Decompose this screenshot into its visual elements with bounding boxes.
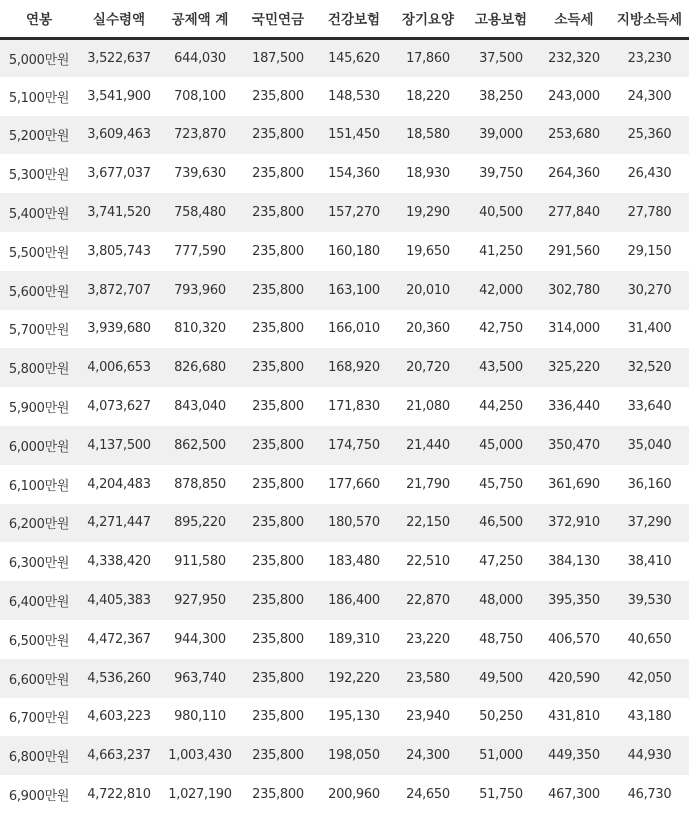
table-row: [0, 387, 689, 426]
cell-employment-insurance: 37,500: [464, 38, 538, 77]
table-row: [0, 426, 689, 465]
cell-income-tax: 232,320: [538, 38, 610, 77]
cell-employment-insurance: 51,000: [464, 736, 538, 775]
cell-net-pay: 3,872,707: [78, 271, 160, 310]
cell-employment-insurance: 46,500: [464, 504, 538, 543]
cell-income-tax: 325,220: [538, 348, 610, 387]
cell-income-tax: 291,560: [538, 232, 610, 271]
cell-health-insurance: 163,100: [316, 271, 392, 310]
cell-annual-salary: 5,700만원: [0, 310, 78, 349]
cell-total-deduction: 963,740: [160, 659, 240, 698]
cell-total-deduction: 708,100: [160, 77, 240, 116]
cell-local-income-tax: 32,520: [610, 348, 689, 387]
cell-national-pension: 235,800: [240, 154, 316, 193]
cell-local-income-tax: 25,360: [610, 116, 689, 155]
cell-total-deduction: 758,480: [160, 193, 240, 232]
cell-long-term-care: 23,220: [392, 620, 464, 659]
table-row: [0, 620, 689, 659]
cell-total-deduction: 944,300: [160, 620, 240, 659]
cell-total-deduction: 895,220: [160, 504, 240, 543]
cell-long-term-care: 23,580: [392, 659, 464, 698]
cell-net-pay: 4,073,627: [78, 387, 160, 426]
cell-local-income-tax: 30,270: [610, 271, 689, 310]
cell-health-insurance: 192,220: [316, 659, 392, 698]
cell-national-pension: 235,800: [240, 542, 316, 581]
cell-total-deduction: 1,027,190: [160, 775, 240, 814]
cell-net-pay: 3,609,463: [78, 116, 160, 155]
cell-national-pension: 235,800: [240, 116, 316, 155]
cell-long-term-care: 21,440: [392, 426, 464, 465]
cell-net-pay: 4,271,447: [78, 504, 160, 543]
cell-long-term-care: 18,580: [392, 116, 464, 155]
cell-long-term-care: 22,510: [392, 542, 464, 581]
cell-national-pension: 235,800: [240, 581, 316, 620]
cell-income-tax: 336,440: [538, 387, 610, 426]
cell-national-pension: 235,800: [240, 310, 316, 349]
header-total-deduction: 공제액 계: [160, 0, 240, 38]
table-row: [0, 465, 689, 504]
cell-local-income-tax: 44,930: [610, 736, 689, 775]
header-national-pension: 국민연금: [240, 0, 316, 38]
header-annual-salary: 연봉: [0, 0, 78, 38]
cell-total-deduction: 810,320: [160, 310, 240, 349]
table-header: [0, 0, 689, 38]
table-row: [0, 77, 689, 116]
table-row: [0, 581, 689, 620]
cell-annual-salary: 6,400만원: [0, 581, 78, 620]
cell-national-pension: 235,800: [240, 426, 316, 465]
cell-long-term-care: 21,080: [392, 387, 464, 426]
cell-income-tax: 449,350: [538, 736, 610, 775]
cell-local-income-tax: 29,150: [610, 232, 689, 271]
cell-total-deduction: 777,590: [160, 232, 240, 271]
cell-annual-salary: 6,000만원: [0, 426, 78, 465]
cell-total-deduction: 723,870: [160, 116, 240, 155]
cell-health-insurance: 189,310: [316, 620, 392, 659]
cell-annual-salary: 5,800만원: [0, 348, 78, 387]
cell-local-income-tax: 42,050: [610, 659, 689, 698]
cell-local-income-tax: 38,410: [610, 542, 689, 581]
header-local-income-tax: 지방소득세: [610, 0, 689, 38]
cell-total-deduction: 911,580: [160, 542, 240, 581]
cell-long-term-care: 24,650: [392, 775, 464, 814]
table-row: [0, 310, 689, 349]
cell-national-pension: 235,800: [240, 271, 316, 310]
cell-employment-insurance: 44,250: [464, 387, 538, 426]
cell-local-income-tax: 39,530: [610, 581, 689, 620]
cell-annual-salary: 6,700만원: [0, 698, 78, 737]
cell-national-pension: 235,800: [240, 698, 316, 737]
cell-employment-insurance: 38,250: [464, 77, 538, 116]
cell-net-pay: 4,663,237: [78, 736, 160, 775]
cell-health-insurance: 151,450: [316, 116, 392, 155]
cell-net-pay: 3,741,520: [78, 193, 160, 232]
cell-annual-salary: 5,400만원: [0, 193, 78, 232]
cell-local-income-tax: 35,040: [610, 426, 689, 465]
cell-annual-salary: 5,100만원: [0, 77, 78, 116]
table-row: [0, 154, 689, 193]
cell-employment-insurance: 49,500: [464, 659, 538, 698]
cell-employment-insurance: 47,250: [464, 542, 538, 581]
cell-income-tax: 302,780: [538, 271, 610, 310]
cell-annual-salary: 6,500만원: [0, 620, 78, 659]
cell-net-pay: 4,536,260: [78, 659, 160, 698]
cell-national-pension: 235,800: [240, 659, 316, 698]
cell-local-income-tax: 36,160: [610, 465, 689, 504]
cell-long-term-care: 20,360: [392, 310, 464, 349]
cell-annual-salary: 5,200만원: [0, 116, 78, 155]
cell-income-tax: 406,570: [538, 620, 610, 659]
cell-health-insurance: 166,010: [316, 310, 392, 349]
cell-total-deduction: 793,960: [160, 271, 240, 310]
cell-national-pension: 235,800: [240, 504, 316, 543]
cell-annual-salary: 5,500만원: [0, 232, 78, 271]
cell-national-pension: 235,800: [240, 387, 316, 426]
cell-employment-insurance: 42,750: [464, 310, 538, 349]
cell-total-deduction: 644,030: [160, 38, 240, 77]
cell-health-insurance: 180,570: [316, 504, 392, 543]
cell-local-income-tax: 27,780: [610, 193, 689, 232]
cell-health-insurance: 174,750: [316, 426, 392, 465]
cell-long-term-care: 20,010: [392, 271, 464, 310]
cell-annual-salary: 6,200만원: [0, 504, 78, 543]
cell-income-tax: 395,350: [538, 581, 610, 620]
cell-health-insurance: 177,660: [316, 465, 392, 504]
cell-long-term-care: 18,220: [392, 77, 464, 116]
cell-net-pay: 4,472,367: [78, 620, 160, 659]
header-net-pay: 실수령액: [78, 0, 160, 38]
cell-health-insurance: 157,270: [316, 193, 392, 232]
cell-annual-salary: 6,300만원: [0, 542, 78, 581]
cell-total-deduction: 927,950: [160, 581, 240, 620]
cell-employment-insurance: 45,750: [464, 465, 538, 504]
cell-employment-insurance: 48,000: [464, 581, 538, 620]
cell-income-tax: 264,360: [538, 154, 610, 193]
cell-local-income-tax: 43,180: [610, 698, 689, 737]
cell-national-pension: 235,800: [240, 736, 316, 775]
cell-employment-insurance: 50,250: [464, 698, 538, 737]
cell-health-insurance: 148,530: [316, 77, 392, 116]
header-employment-insurance: 고용보험: [464, 0, 538, 38]
cell-net-pay: 4,006,653: [78, 348, 160, 387]
cell-long-term-care: 21,790: [392, 465, 464, 504]
cell-long-term-care: 24,300: [392, 736, 464, 775]
cell-net-pay: 4,338,420: [78, 542, 160, 581]
table-row: [0, 38, 689, 77]
cell-local-income-tax: 23,230: [610, 38, 689, 77]
cell-health-insurance: 195,130: [316, 698, 392, 737]
cell-long-term-care: 23,940: [392, 698, 464, 737]
cell-total-deduction: 843,040: [160, 387, 240, 426]
cell-total-deduction: 826,680: [160, 348, 240, 387]
cell-annual-salary: 5,000만원: [0, 38, 78, 77]
cell-net-pay: 4,137,500: [78, 426, 160, 465]
table-row: [0, 736, 689, 775]
cell-health-insurance: 183,480: [316, 542, 392, 581]
cell-national-pension: 235,800: [240, 465, 316, 504]
table-row: [0, 348, 689, 387]
cell-annual-salary: 5,600만원: [0, 271, 78, 310]
cell-total-deduction: 878,850: [160, 465, 240, 504]
cell-long-term-care: 19,290: [392, 193, 464, 232]
cell-income-tax: 243,000: [538, 77, 610, 116]
table-row: [0, 698, 689, 737]
cell-health-insurance: 171,830: [316, 387, 392, 426]
cell-health-insurance: 145,620: [316, 38, 392, 77]
cell-income-tax: 314,000: [538, 310, 610, 349]
cell-local-income-tax: 33,640: [610, 387, 689, 426]
cell-national-pension: 235,800: [240, 232, 316, 271]
cell-long-term-care: 19,650: [392, 232, 464, 271]
cell-health-insurance: 154,360: [316, 154, 392, 193]
cell-employment-insurance: 42,000: [464, 271, 538, 310]
header-income-tax: 소득세: [538, 0, 610, 38]
cell-national-pension: 235,800: [240, 620, 316, 659]
cell-local-income-tax: 24,300: [610, 77, 689, 116]
cell-national-pension: 235,800: [240, 348, 316, 387]
cell-annual-salary: 6,100만원: [0, 465, 78, 504]
cell-net-pay: 4,603,223: [78, 698, 160, 737]
cell-income-tax: 372,910: [538, 504, 610, 543]
cell-income-tax: 420,590: [538, 659, 610, 698]
cell-net-pay: 3,522,637: [78, 38, 160, 77]
table-row: [0, 232, 689, 271]
cell-net-pay: 4,722,810: [78, 775, 160, 814]
cell-local-income-tax: 40,650: [610, 620, 689, 659]
cell-income-tax: 431,810: [538, 698, 610, 737]
cell-annual-salary: 6,600만원: [0, 659, 78, 698]
cell-national-pension: 235,800: [240, 775, 316, 814]
table-row: [0, 271, 689, 310]
cell-annual-salary: 6,900만원: [0, 775, 78, 814]
table-row: [0, 193, 689, 232]
cell-long-term-care: 22,870: [392, 581, 464, 620]
table-body: [0, 38, 689, 814]
table-row: [0, 116, 689, 155]
table-row: [0, 542, 689, 581]
cell-health-insurance: 200,960: [316, 775, 392, 814]
cell-long-term-care: 20,720: [392, 348, 464, 387]
table-row: [0, 775, 689, 814]
cell-income-tax: 467,300: [538, 775, 610, 814]
cell-total-deduction: 980,110: [160, 698, 240, 737]
cell-annual-salary: 5,300만원: [0, 154, 78, 193]
cell-local-income-tax: 31,400: [610, 310, 689, 349]
cell-income-tax: 350,470: [538, 426, 610, 465]
cell-income-tax: 253,680: [538, 116, 610, 155]
cell-net-pay: 3,677,037: [78, 154, 160, 193]
cell-employment-insurance: 41,250: [464, 232, 538, 271]
cell-health-insurance: 186,400: [316, 581, 392, 620]
cell-health-insurance: 198,050: [316, 736, 392, 775]
cell-long-term-care: 22,150: [392, 504, 464, 543]
cell-annual-salary: 5,900만원: [0, 387, 78, 426]
header-long-term-care: 장기요양: [392, 0, 464, 38]
cell-net-pay: 3,541,900: [78, 77, 160, 116]
cell-long-term-care: 18,930: [392, 154, 464, 193]
cell-national-pension: 235,800: [240, 193, 316, 232]
cell-employment-insurance: 39,000: [464, 116, 538, 155]
cell-employment-insurance: 45,000: [464, 426, 538, 465]
cell-net-pay: 3,805,743: [78, 232, 160, 271]
cell-net-pay: 3,939,680: [78, 310, 160, 349]
cell-income-tax: 361,690: [538, 465, 610, 504]
cell-employment-insurance: 51,750: [464, 775, 538, 814]
cell-income-tax: 277,840: [538, 193, 610, 232]
cell-employment-insurance: 40,500: [464, 193, 538, 232]
cell-health-insurance: 160,180: [316, 232, 392, 271]
table-row: [0, 659, 689, 698]
cell-local-income-tax: 26,430: [610, 154, 689, 193]
cell-annual-salary: 6,800만원: [0, 736, 78, 775]
header-row: [0, 0, 689, 38]
cell-total-deduction: 862,500: [160, 426, 240, 465]
cell-net-pay: 4,405,383: [78, 581, 160, 620]
cell-long-term-care: 17,860: [392, 38, 464, 77]
cell-total-deduction: 1,003,430: [160, 736, 240, 775]
cell-employment-insurance: 43,500: [464, 348, 538, 387]
cell-local-income-tax: 46,730: [610, 775, 689, 814]
header-health-insurance: 건강보험: [316, 0, 392, 38]
cell-national-pension: 235,800: [240, 77, 316, 116]
cell-income-tax: 384,130: [538, 542, 610, 581]
cell-health-insurance: 168,920: [316, 348, 392, 387]
cell-employment-insurance: 39,750: [464, 154, 538, 193]
cell-employment-insurance: 48,750: [464, 620, 538, 659]
cell-national-pension: 187,500: [240, 38, 316, 77]
cell-local-income-tax: 37,290: [610, 504, 689, 543]
cell-net-pay: 4,204,483: [78, 465, 160, 504]
cell-total-deduction: 739,630: [160, 154, 240, 193]
table-row: [0, 504, 689, 543]
